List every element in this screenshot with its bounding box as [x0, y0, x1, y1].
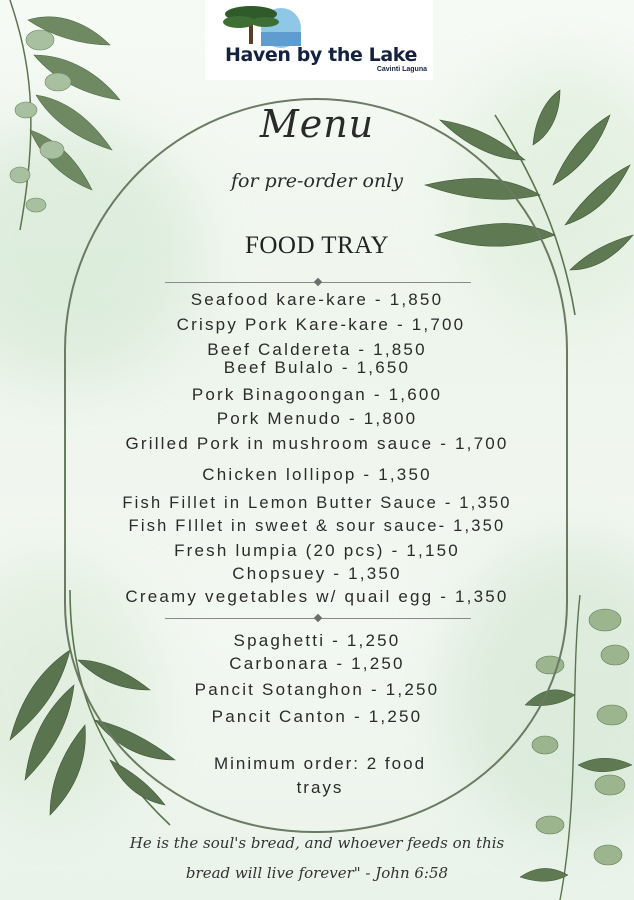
bible-quote: bread will live forever" - John 6:58 — [185, 864, 449, 882]
menu-item: Fish FIllet in sweet & sour sauce- 1,350 — [128, 517, 506, 535]
note-line: Minimum order: 2 food — [213, 754, 427, 773]
brand-logo — [205, 0, 433, 80]
section-divider — [165, 282, 471, 283]
page-title: Menu — [259, 102, 375, 146]
menu-item: Beef Bulalo - 1,650 — [223, 358, 411, 377]
menu-item: Pork Binagoongan - 1,600 — [191, 385, 443, 404]
menu-item: Chopsuey - 1,350 — [232, 564, 402, 583]
bible-quote: He is the soul's bread, and whoever feeds on this — [129, 834, 505, 852]
menu-item: Grilled Pork in mushroom sauce - 1,700 — [125, 434, 509, 453]
menu-item: Creamy vegetables w/ quail egg - 1,350 — [125, 587, 509, 606]
menu-item: Carbonara - 1,250 — [229, 654, 405, 673]
menu-item: Beef Caldereta - 1,850 — [207, 340, 427, 359]
menu-item: Pancit Sotanghon - 1,250 — [194, 680, 440, 699]
menu-item: Spaghetti - 1,250 — [233, 631, 401, 650]
menu-item: Crispy Pork Kare-kare - 1,700 — [176, 315, 466, 334]
menu-item: Fresh lumpia (20 pcs) - 1,150 — [174, 541, 460, 560]
menu-item: Pork Menudo - 1,800 — [216, 409, 418, 428]
menu-item: Chicken lollipop - 1,350 — [202, 465, 432, 484]
brand-location: Cavinti Laguna — [376, 66, 427, 73]
menu-item: Seafood kare-kare - 1,850 — [190, 290, 444, 309]
note-line: trays — [296, 778, 344, 797]
page-subtitle: for pre-order only — [230, 170, 404, 192]
minimum-order-note — [170, 752, 470, 800]
brand-name: Haven by the Lake — [225, 44, 417, 66]
menu-item: Pancit Canton - 1,250 — [211, 707, 423, 726]
section-title: FOOD TRAY — [244, 232, 390, 259]
section-divider — [165, 618, 471, 619]
menu-item: Fish Fillet in Lemon Butter Sauce - 1,350 — [122, 494, 512, 512]
tree-lake-icon — [209, 2, 319, 50]
